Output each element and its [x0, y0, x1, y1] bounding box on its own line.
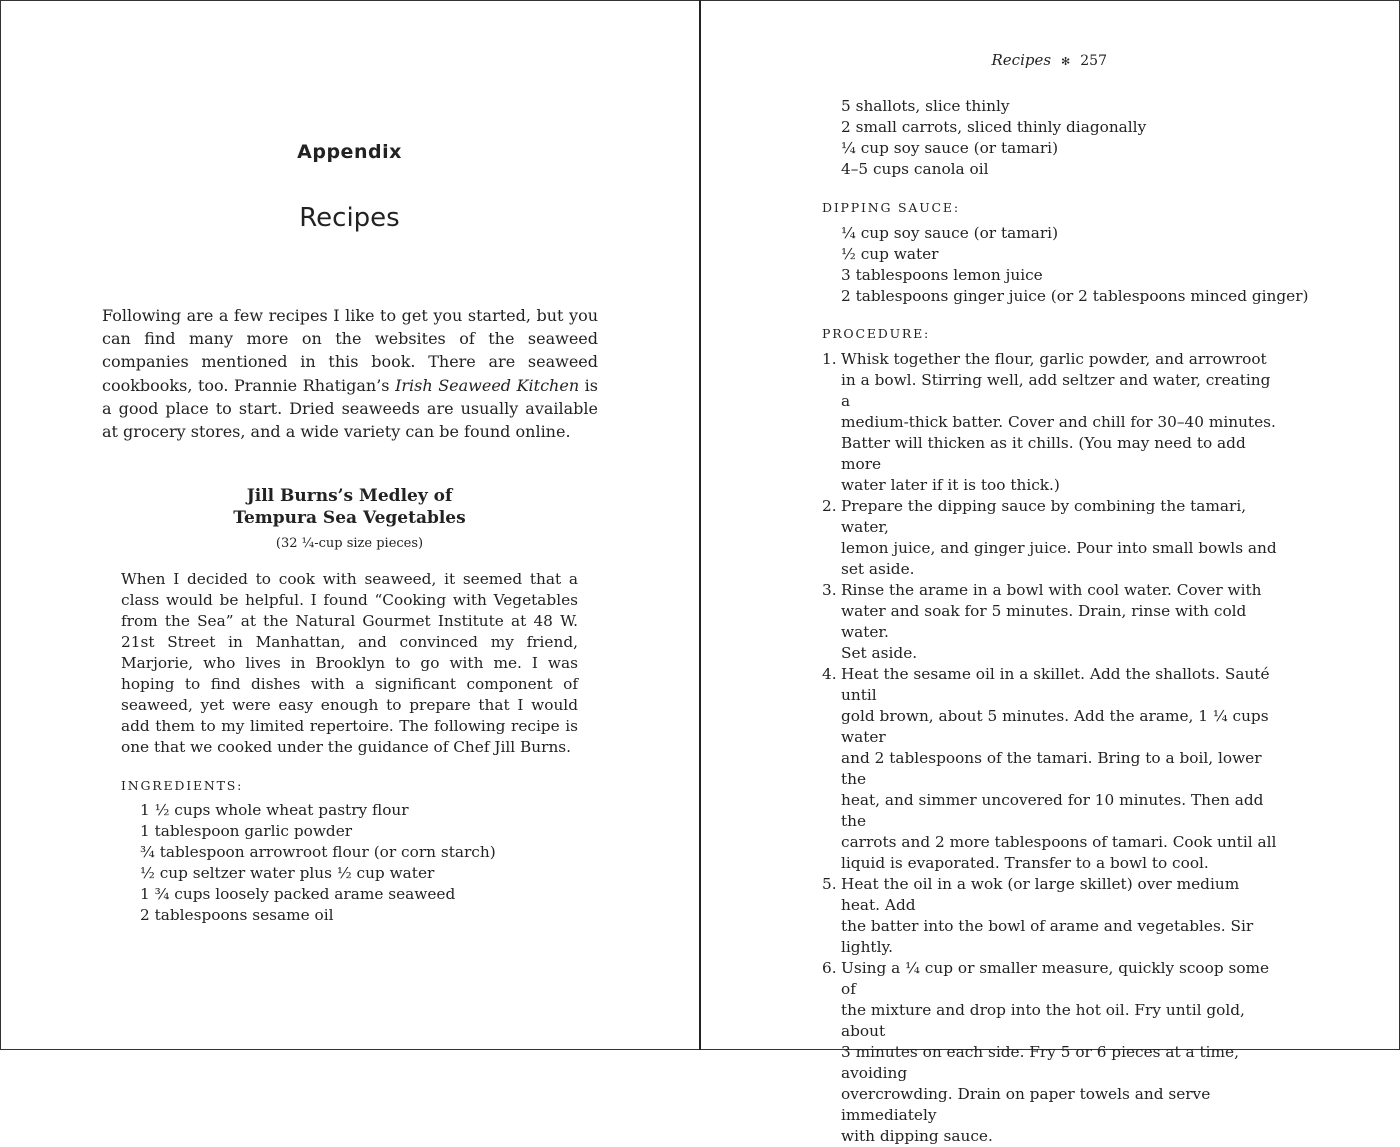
right-page — [701, 0, 1400, 1145]
step-line: and 2 tablespoons of the tamari. Bring to a boil, lower the — [841, 749, 1262, 788]
book-title-italic: Irish Seaweed Kitchen — [395, 375, 580, 395]
intro-paragraph — [102, 304, 598, 443]
step-line: carrots and 2 more tablespoons of tamari. Cook until all — [841, 833, 1277, 851]
procedure-step — [822, 580, 1282, 664]
page-number: 257 — [1080, 53, 1107, 69]
ingredients-list — [140, 800, 496, 926]
step-line: Heat the sesame oil in a skillet. Add the shallots. Sauté until — [841, 665, 1270, 704]
ingredient-item: 1 ½ cups whole wheat pastry flour — [140, 801, 409, 819]
step-line: overcrowding. Drain on paper towels and serve immediately — [841, 1085, 1211, 1124]
left-page — [0, 0, 699, 1050]
step-number: 1. — [822, 350, 837, 368]
running-head-separator: ✻ — [1061, 55, 1071, 68]
step-line: water and soak for 5 minutes. Drain, rinse with cold water. — [841, 602, 1247, 641]
step-line: medium-thick batter. Cover and chill for 30–40 minutes. — [841, 413, 1276, 431]
recipe-story: When I decided to cook with seaweed, it seemed that a class would be helpful. I found “Cooking with Vegetables from the Sea” at the Natural Gourmet Institute at 48 W. 21st Street in Manhattan, and convinced my friend, Marjorie, who lives in Brooklyn to go with me. I was hoping to find dishes with a significant component of seaweed, yet were easy enough to prepare that I would add them to my limited repertoire. The following recipe is one that we cooked under the guidance of Chef Jill Burns. — [121, 570, 578, 756]
ingredients-continued-list — [841, 96, 1146, 180]
step-line: 3 minutes on each side. Fry 5 or 6 pieces at a time, avoiding — [841, 1043, 1239, 1082]
running-head — [992, 51, 1108, 69]
ingredient-item: 2 tablespoons sesame oil — [140, 906, 334, 924]
procedure-step — [822, 874, 1282, 958]
dipping-sauce-heading: DIPPING SAUCE: — [822, 200, 960, 215]
step-line: in a bowl. Stirring well, add seltzer and water, creating a — [841, 371, 1271, 410]
step-line: Whisk together the flour, garlic powder, and arrowroot — [841, 350, 1267, 368]
procedure-heading: PROCEDURE: — [822, 326, 931, 341]
step-number: 4. — [822, 665, 837, 683]
recipe-title-line-1: Jill Burns’s Medley of — [246, 486, 453, 506]
ingredient-item: 2 small carrots, sliced thinly diagonally — [841, 118, 1147, 136]
step-number: 3. — [822, 581, 837, 599]
dipping-sauce-item: 2 tablespoons ginger juice (or 2 tablespoons minced ginger) — [841, 287, 1309, 305]
recipe-yield: (32 ¼-cup size pieces) — [275, 536, 424, 551]
recipe-title — [0, 485, 699, 529]
ingredients-heading: INGREDIENTS: — [121, 778, 244, 793]
step-line: set aside. — [841, 560, 915, 578]
ingredient-item: 1 tablespoon garlic powder — [140, 822, 353, 840]
step-number: 5. — [822, 875, 837, 893]
recipe-title-line-2: Tempura Sea Vegetables — [233, 508, 466, 528]
ingredient-item: ¼ cup soy sauce (or tamari) — [841, 139, 1059, 157]
step-line: lemon juice, and ginger juice. Pour into small bowls and — [841, 539, 1277, 557]
ingredient-item: 1 ¾ cups loosely packed arame seaweed — [140, 885, 456, 903]
dipping-sauce-item: ½ cup water — [841, 245, 939, 263]
ingredient-item: ½ cup seltzer water plus ½ cup water — [140, 864, 435, 882]
step-line: with dipping sauce. — [841, 1127, 993, 1145]
step-line: Set aside. — [841, 644, 918, 662]
step-line: water later if it is too thick.) — [841, 476, 1060, 494]
procedure-step — [822, 349, 1282, 496]
intro-text-start: Following are a few recipes I like to get you started, but you can find many more on the websites of the seaweed companies mentioned in this book. There are seaweed cookbooks, too. Prannie Rhatigan’s — [102, 306, 598, 395]
running-head-title: Recipes — [991, 51, 1052, 69]
ingredient-item: 5 shallots, slice thinly — [841, 97, 1010, 115]
step-line: the mixture and drop into the hot oil. Fry until gold, about — [841, 1001, 1245, 1040]
dipping-sauce-list — [841, 223, 1309, 307]
step-number: 2. — [822, 497, 837, 515]
dipping-sauce-item: ¼ cup soy sauce (or tamari) — [841, 224, 1059, 242]
step-line: heat, and simmer uncovered for 10 minutes. Then add the — [841, 791, 1264, 830]
procedure-step — [822, 664, 1282, 874]
step-line: gold brown, about 5 minutes. Add the arame, 1 ¼ cups water — [841, 707, 1269, 746]
step-line: Prepare the dipping sauce by combining the tamari, water, — [841, 497, 1247, 536]
procedure-step — [822, 958, 1282, 1147]
dipping-sauce-item: 3 tablespoons lemon juice — [841, 266, 1043, 284]
step-line: Rinse the arame in a bowl with cool water. Cover with — [841, 581, 1262, 599]
step-line: the batter into the bowl of arame and vegetables. Sir lightly. — [841, 917, 1254, 956]
step-line: Using a ¼ cup or smaller measure, quickly scoop some of — [841, 959, 1270, 998]
chapter-title: Recipes — [299, 203, 400, 233]
procedure-step — [822, 496, 1282, 580]
step-line: Batter will thicken as it chills. (You may need to add more — [841, 434, 1246, 473]
step-line: Heat the oil in a wok (or large skillet) over medium heat. Add — [841, 875, 1240, 914]
ingredient-item: 4–5 cups canola oil — [841, 160, 989, 178]
procedure-steps — [822, 349, 1282, 1147]
ingredient-item: ¾ tablespoon arrowroot flour (or corn starch) — [140, 843, 496, 861]
step-line: liquid is evaporated. Transfer to a bowl to cool. — [841, 854, 1209, 872]
appendix-label: Appendix — [297, 141, 402, 163]
intro-text-end: is a good place to start. Dried seaweeds are usually available at grocery stores, and a wide variety can be found online. — [102, 375, 599, 442]
step-number: 6. — [822, 959, 837, 977]
